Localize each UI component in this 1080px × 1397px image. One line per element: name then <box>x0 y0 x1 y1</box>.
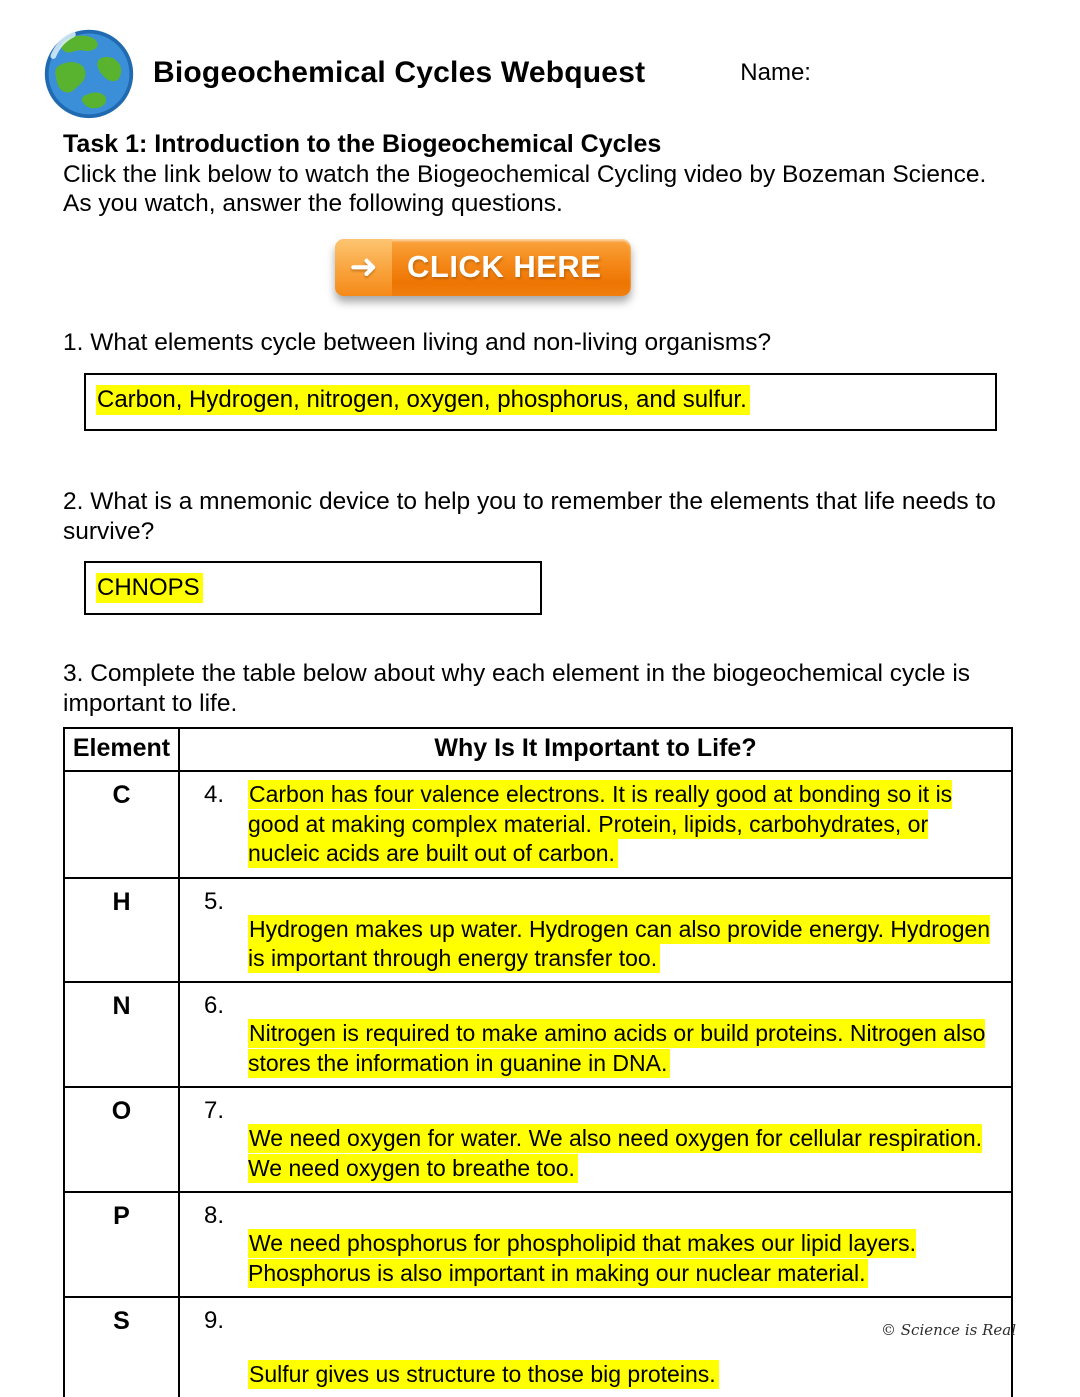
click-here-button-wrap <box>335 239 1013 296</box>
elements-table <box>63 727 1013 1397</box>
right-arrow-icon: ➜ <box>349 248 378 287</box>
table-row-carbon <box>64 771 1012 877</box>
arrow-icon-box <box>335 239 392 296</box>
answer-cell[interactable] <box>179 1297 1012 1397</box>
table-header-row <box>64 728 1012 771</box>
question-3: 3. Complete the table below about why each element in the biogeochemical cycle is important to life. <box>63 660 971 718</box>
answer-text: Hydrogen makes up water. Hydrogen can also provide energy. Hydrogen is important through energy transfer too. <box>248 915 991 971</box>
task1-heading: Task 1: Introduction to the Biogeochemical Cycles <box>63 130 662 158</box>
table-row-hydrogen <box>64 878 1012 983</box>
table-row-sulfur <box>64 1297 1012 1397</box>
question-number: 8. <box>204 1202 225 1230</box>
table-row-phosphorus <box>64 1192 1012 1297</box>
page-header <box>41 26 1013 120</box>
answer-box-2[interactable] <box>84 561 542 615</box>
task1-instructions: Click the link below to watch the Biogeochemical Cycling video by Bozeman Science. As you watch, answer the following questions. <box>63 161 987 217</box>
header-why-important: Why Is It Important to Life? <box>179 728 1012 771</box>
question-number: 5. <box>204 887 225 915</box>
question-number: 4. <box>204 781 225 809</box>
header-element: Element <box>64 728 179 771</box>
answer-box-1[interactable] <box>84 373 997 431</box>
element-symbol: C <box>64 771 179 877</box>
answer-cell[interactable] <box>179 1192 1012 1297</box>
element-symbol: H <box>64 878 179 983</box>
element-symbol: S <box>64 1297 179 1397</box>
answer-cell[interactable] <box>179 771 1012 877</box>
answer-2-text: CHNOPS <box>96 573 203 603</box>
answer-1-text: Carbon, Hydrogen, nitrogen, oxygen, phosphorus, and sulfur. <box>96 385 750 415</box>
question-number: 6. <box>204 992 225 1020</box>
click-here-button[interactable] <box>335 239 631 296</box>
element-symbol: N <box>64 982 179 1087</box>
answer-text: Sulfur gives us structure to those big proteins. <box>248 1360 719 1389</box>
answer-text: We need oxygen for water. We also need oxygen for cellular respiration. We need oxygen to breathe too. <box>248 1125 983 1181</box>
question-2: 2. What is a mnemonic device to help you to remember the elements that life needs to survive? <box>63 487 996 545</box>
answer-cell[interactable] <box>179 878 1012 983</box>
element-symbol: P <box>64 1192 179 1297</box>
table-row-nitrogen <box>64 982 1012 1087</box>
page-title: Biogeochemical Cycles Webquest <box>153 56 646 89</box>
answer-text: Nitrogen is required to make amino acids or build proteins. Nitrogen also stores the information in guanine in DNA. <box>248 1020 986 1076</box>
answer-text: Carbon has four valence electrons. It is really good at bonding so it is good at making complex material. Protein, lipids, carbohydrates, or nucleic acids are built out of carbon. <box>248 781 953 867</box>
question-number: 9. <box>204 1307 225 1334</box>
table-row-oxygen <box>64 1087 1012 1192</box>
copyright-credit: © Science is Real <box>881 1321 1016 1339</box>
element-symbol: O <box>64 1087 179 1192</box>
earth-globe-icon <box>41 26 137 120</box>
answer-text: We need phosphorus for phospholipid that makes our lipid layers. Phosphorus is also important in making our nuclear material. <box>248 1230 916 1286</box>
answer-cell[interactable] <box>179 1087 1012 1192</box>
click-here-label: CLICK HERE <box>407 249 602 285</box>
answer-cell[interactable] <box>179 982 1012 1087</box>
question-1: 1. What elements cycle between living and non-living organisms? <box>63 328 772 356</box>
question-number: 7. <box>204 1097 225 1125</box>
name-label: Name: <box>740 59 811 86</box>
